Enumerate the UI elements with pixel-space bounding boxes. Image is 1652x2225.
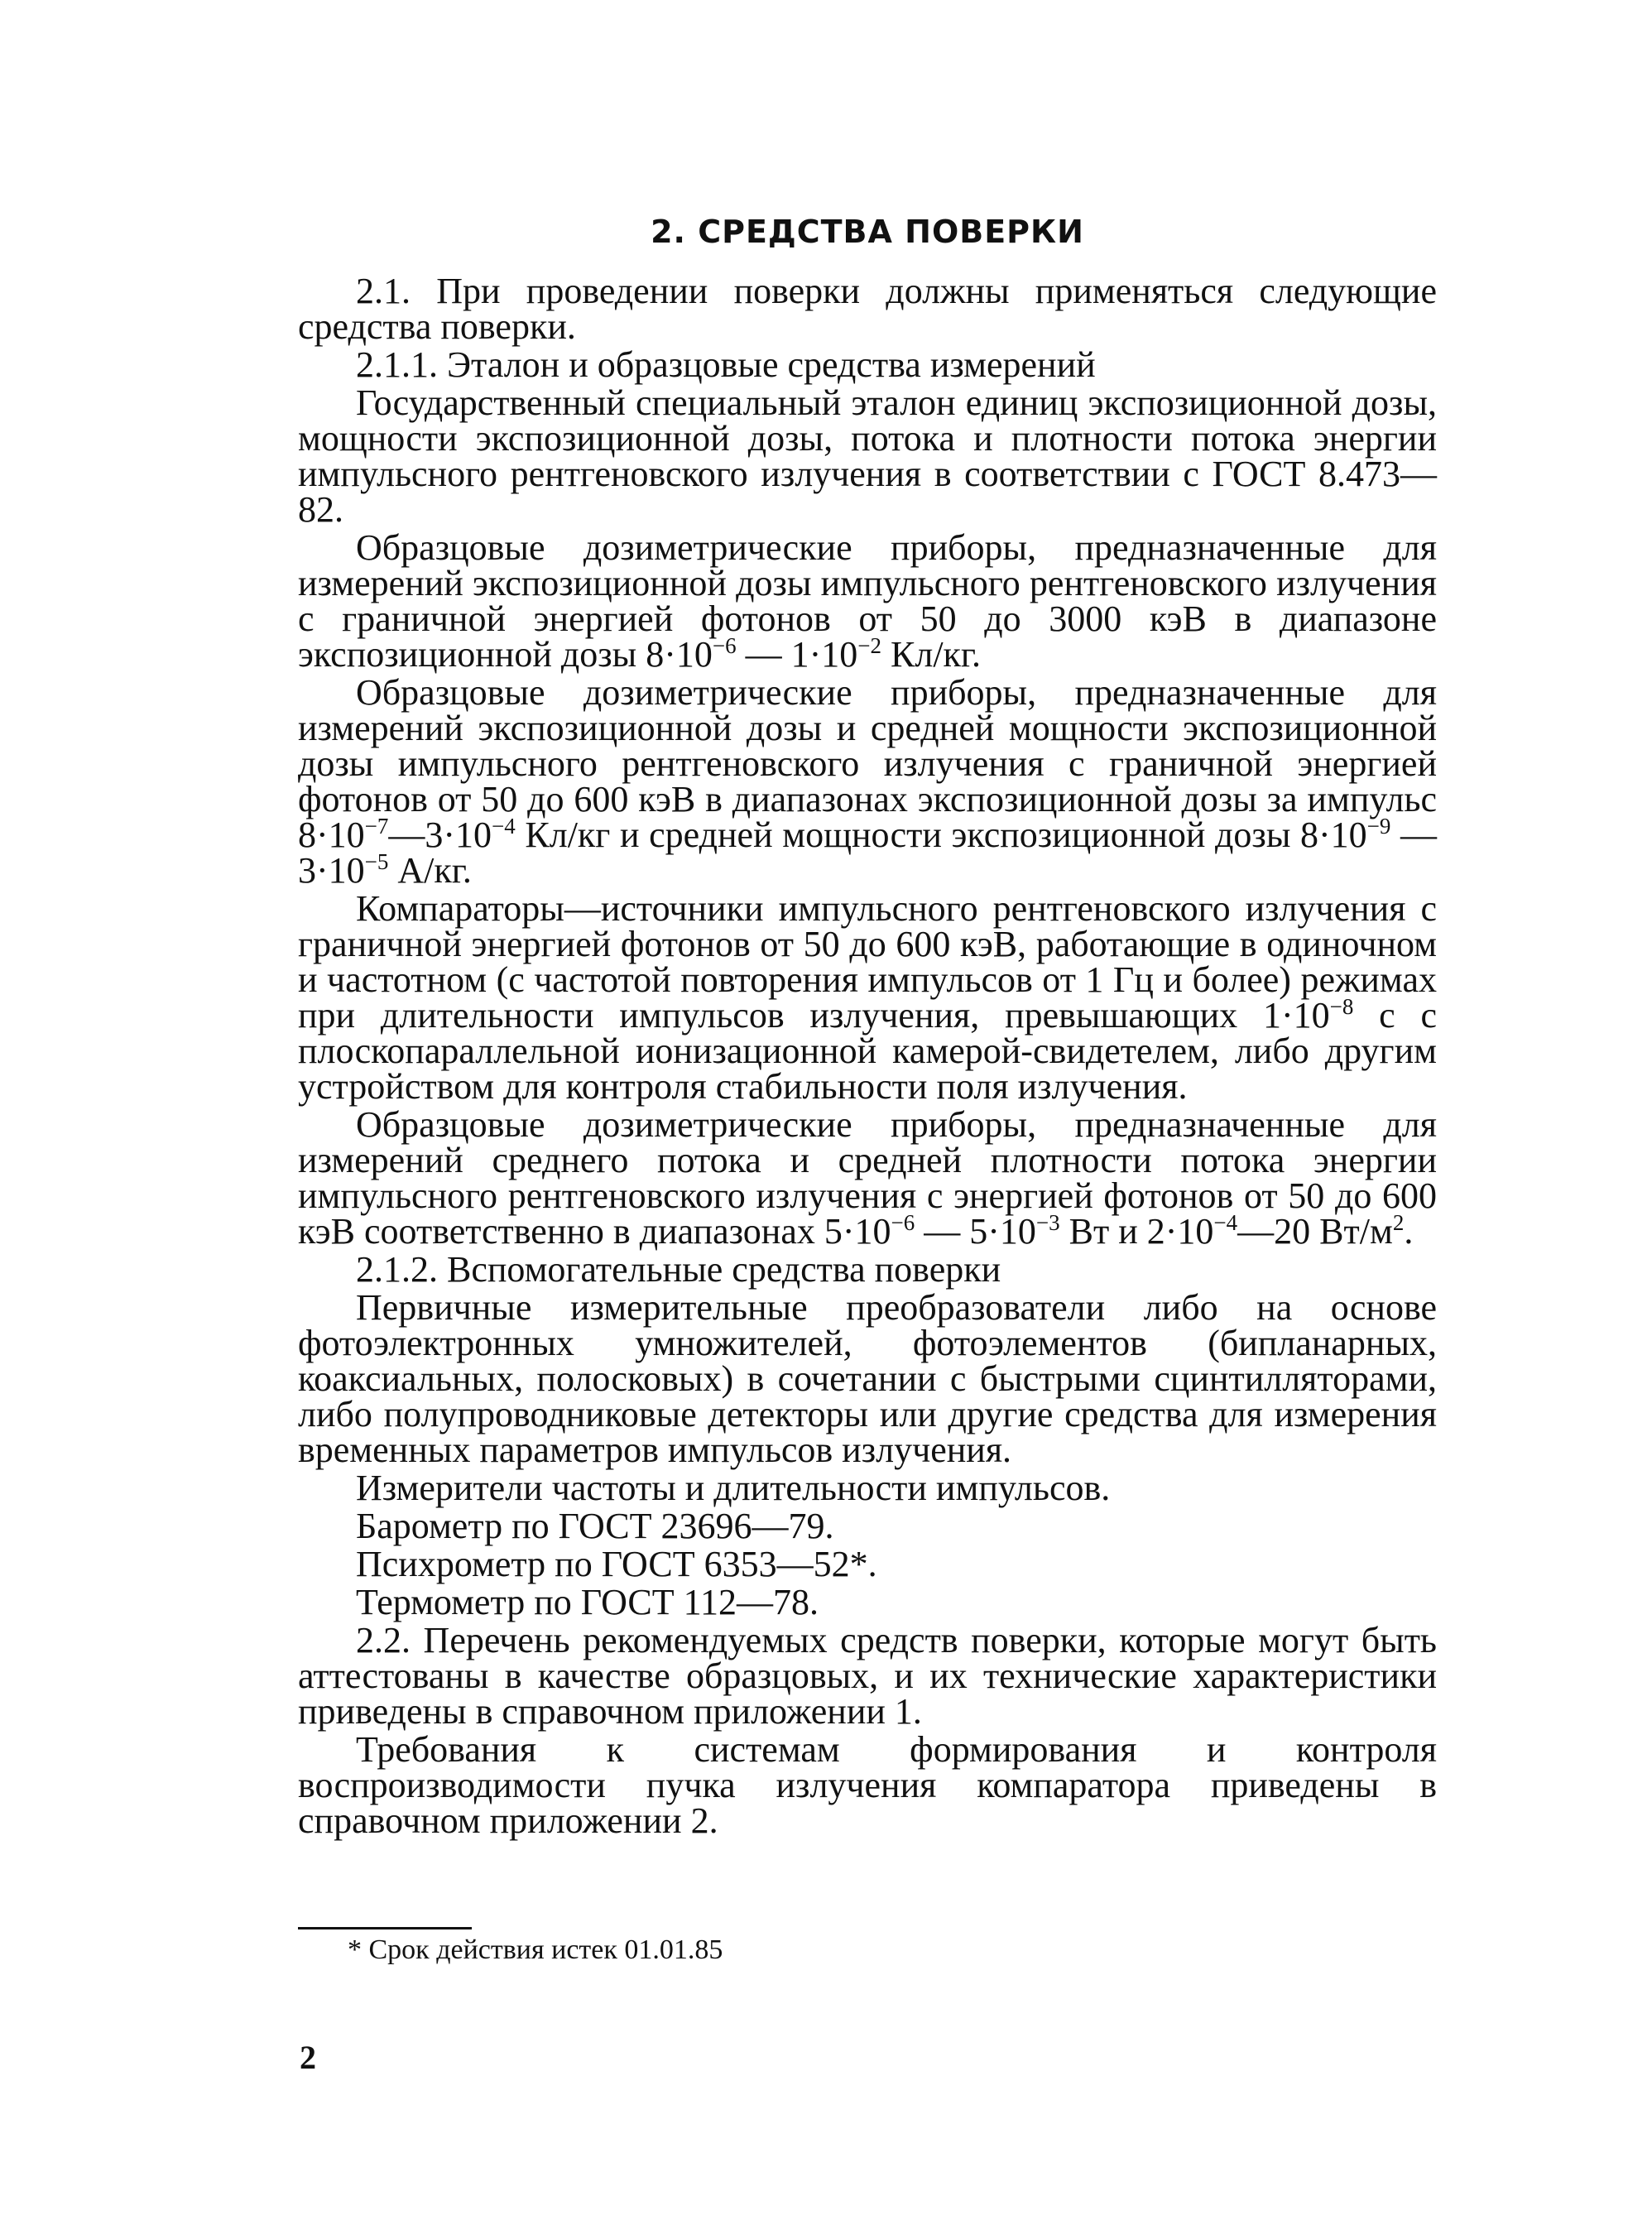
- paragraph-requirements: Требования к системам формирования и контроля воспроизводимости пучка излучения компаратора приведены в справочном приложении 2.: [298, 1729, 1437, 1841]
- exponent: −8: [1329, 994, 1354, 1019]
- text-run: Компараторы—источники импульсного рентгеновского излучения с граничной энергией фотонов от 50 до 600 кэВ, работающие в одиночном и частотном (с частотой повторения импульсов от 1 Гц и более) режимах при длительности импульсов излучения, превышающих 1·10: [298, 888, 1437, 1036]
- exponent: −6: [712, 633, 737, 658]
- footnote-divider: [298, 1927, 472, 1929]
- exponent: −3: [1035, 1210, 1060, 1235]
- paragraph-dosimeters-dose-rate: [298, 672, 1438, 891]
- paragraph-2-1-2-heading: 2.1.2. Вспомогательные средства поверки: [356, 1249, 1001, 1290]
- text-run: — 1·10: [736, 634, 858, 675]
- exponent: −9: [1366, 814, 1391, 839]
- text-run: А/кг.: [388, 850, 472, 891]
- footnote: * Срок действия истек 01.01.85: [348, 1934, 723, 1965]
- paragraph-2-1: 2.1. При проведении поверки должны применяться следующие средства поверки.: [298, 271, 1437, 347]
- text-run: —3·10: [388, 815, 492, 855]
- paragraph-state-standard: Государственный специальный эталон единиц экспозиционной дозы, мощности экспозиционной дозы, потока и плотности потока энергии импульсного рентгеновского излучения в соответствии с ГОСТ 8.473—82.: [298, 382, 1437, 530]
- page-number: 2: [300, 2039, 316, 2076]
- paragraph-dosimeters-dose: [298, 527, 1437, 675]
- paragraph-comparators: [298, 888, 1437, 1107]
- section-heading: 2. СРЕДСТВА ПОВЕРКИ: [651, 214, 1084, 250]
- exponent: −4: [492, 814, 516, 839]
- text-run: Образцовые дозиметрические приборы, предназначенные для измерений среднего потока и средней плотности потока энергии импульсного рентгеновского излучения с энергией фотонов от 50 до 600 кэВ соответственно в диапазонах 5·10: [298, 1104, 1437, 1252]
- text-run: Образцовые дозиметрические приборы, предназначенные для измерений экспозиционной дозы и средней мощности экспозиционной дозы импульсного рентгеновского излучения с граничной энергией фотонов от 50 до 600 кэВ в диапазонах экспозиционной дозы за импульс 8·10: [298, 672, 1437, 855]
- paragraph-primary-converters: Первичные измерительные преобразователи либо на основе фотоэлектронных умножителей, фотоэлементов (бипланарных, коаксиальных, полосковых) в сочетании с быстрыми сцинтилляторами, либо полупроводниковые детекторы или другие средства для измерения временных параметров импульсов излучения.: [298, 1287, 1437, 1470]
- paragraph-frequency-meters: Измерители частоты и длительности импульсов.: [356, 1468, 1111, 1508]
- text-run: Кл/кг и средней мощности экспозиционной дозы 8·10: [515, 815, 1367, 855]
- exponent: −4: [1213, 1210, 1238, 1235]
- paragraph-psychrometer: Психрометр по ГОСТ 6353—52*.: [356, 1544, 877, 1584]
- paragraph-barometer: Барометр по ГОСТ 23696—79.: [356, 1506, 834, 1546]
- exponent: −5: [364, 849, 389, 874]
- exponent: −6: [891, 1210, 915, 1235]
- text-run: Кл/кг.: [881, 634, 982, 675]
- text-run: Вт и 2·10: [1059, 1211, 1214, 1252]
- paragraph-dosimeters-flux: [298, 1104, 1437, 1252]
- text-run: — 3·10: [298, 815, 1438, 891]
- paragraph-2-2: 2.2. Перечень рекомендуемых средств поверки, которые могут быть аттестованы в качестве образцовых, и их технические характеристики приведены в справочном приложении 1.: [298, 1620, 1437, 1732]
- text-run: Образцовые дозиметрические приборы, предназначенные для измерений экспозиционной дозы импульсного рентгеновского излучения с граничной энергией фотонов от 50 до 3000 кэВ в диапазоне экспозиционной дозы 8·10: [298, 527, 1437, 675]
- paragraph-2-1-1-heading: 2.1.1. Эталон и образцовые средства измерений: [356, 344, 1096, 385]
- body-text: [298, 273, 1437, 1841]
- exponent: −2: [857, 633, 882, 658]
- text-run: с с плоскопараллельной ионизационной камерой-свидетелем, либо другим устройством для контроля стабильности поля излучения.: [298, 995, 1437, 1107]
- paragraph-thermometer: Термометр по ГОСТ 112—78.: [356, 1582, 819, 1622]
- exponent: 2: [1392, 1210, 1405, 1235]
- exponent: −7: [364, 814, 389, 839]
- text-run: —20 Вт/м: [1237, 1211, 1393, 1252]
- text-run: — 5·10: [915, 1211, 1036, 1252]
- text-run: .: [1404, 1211, 1414, 1252]
